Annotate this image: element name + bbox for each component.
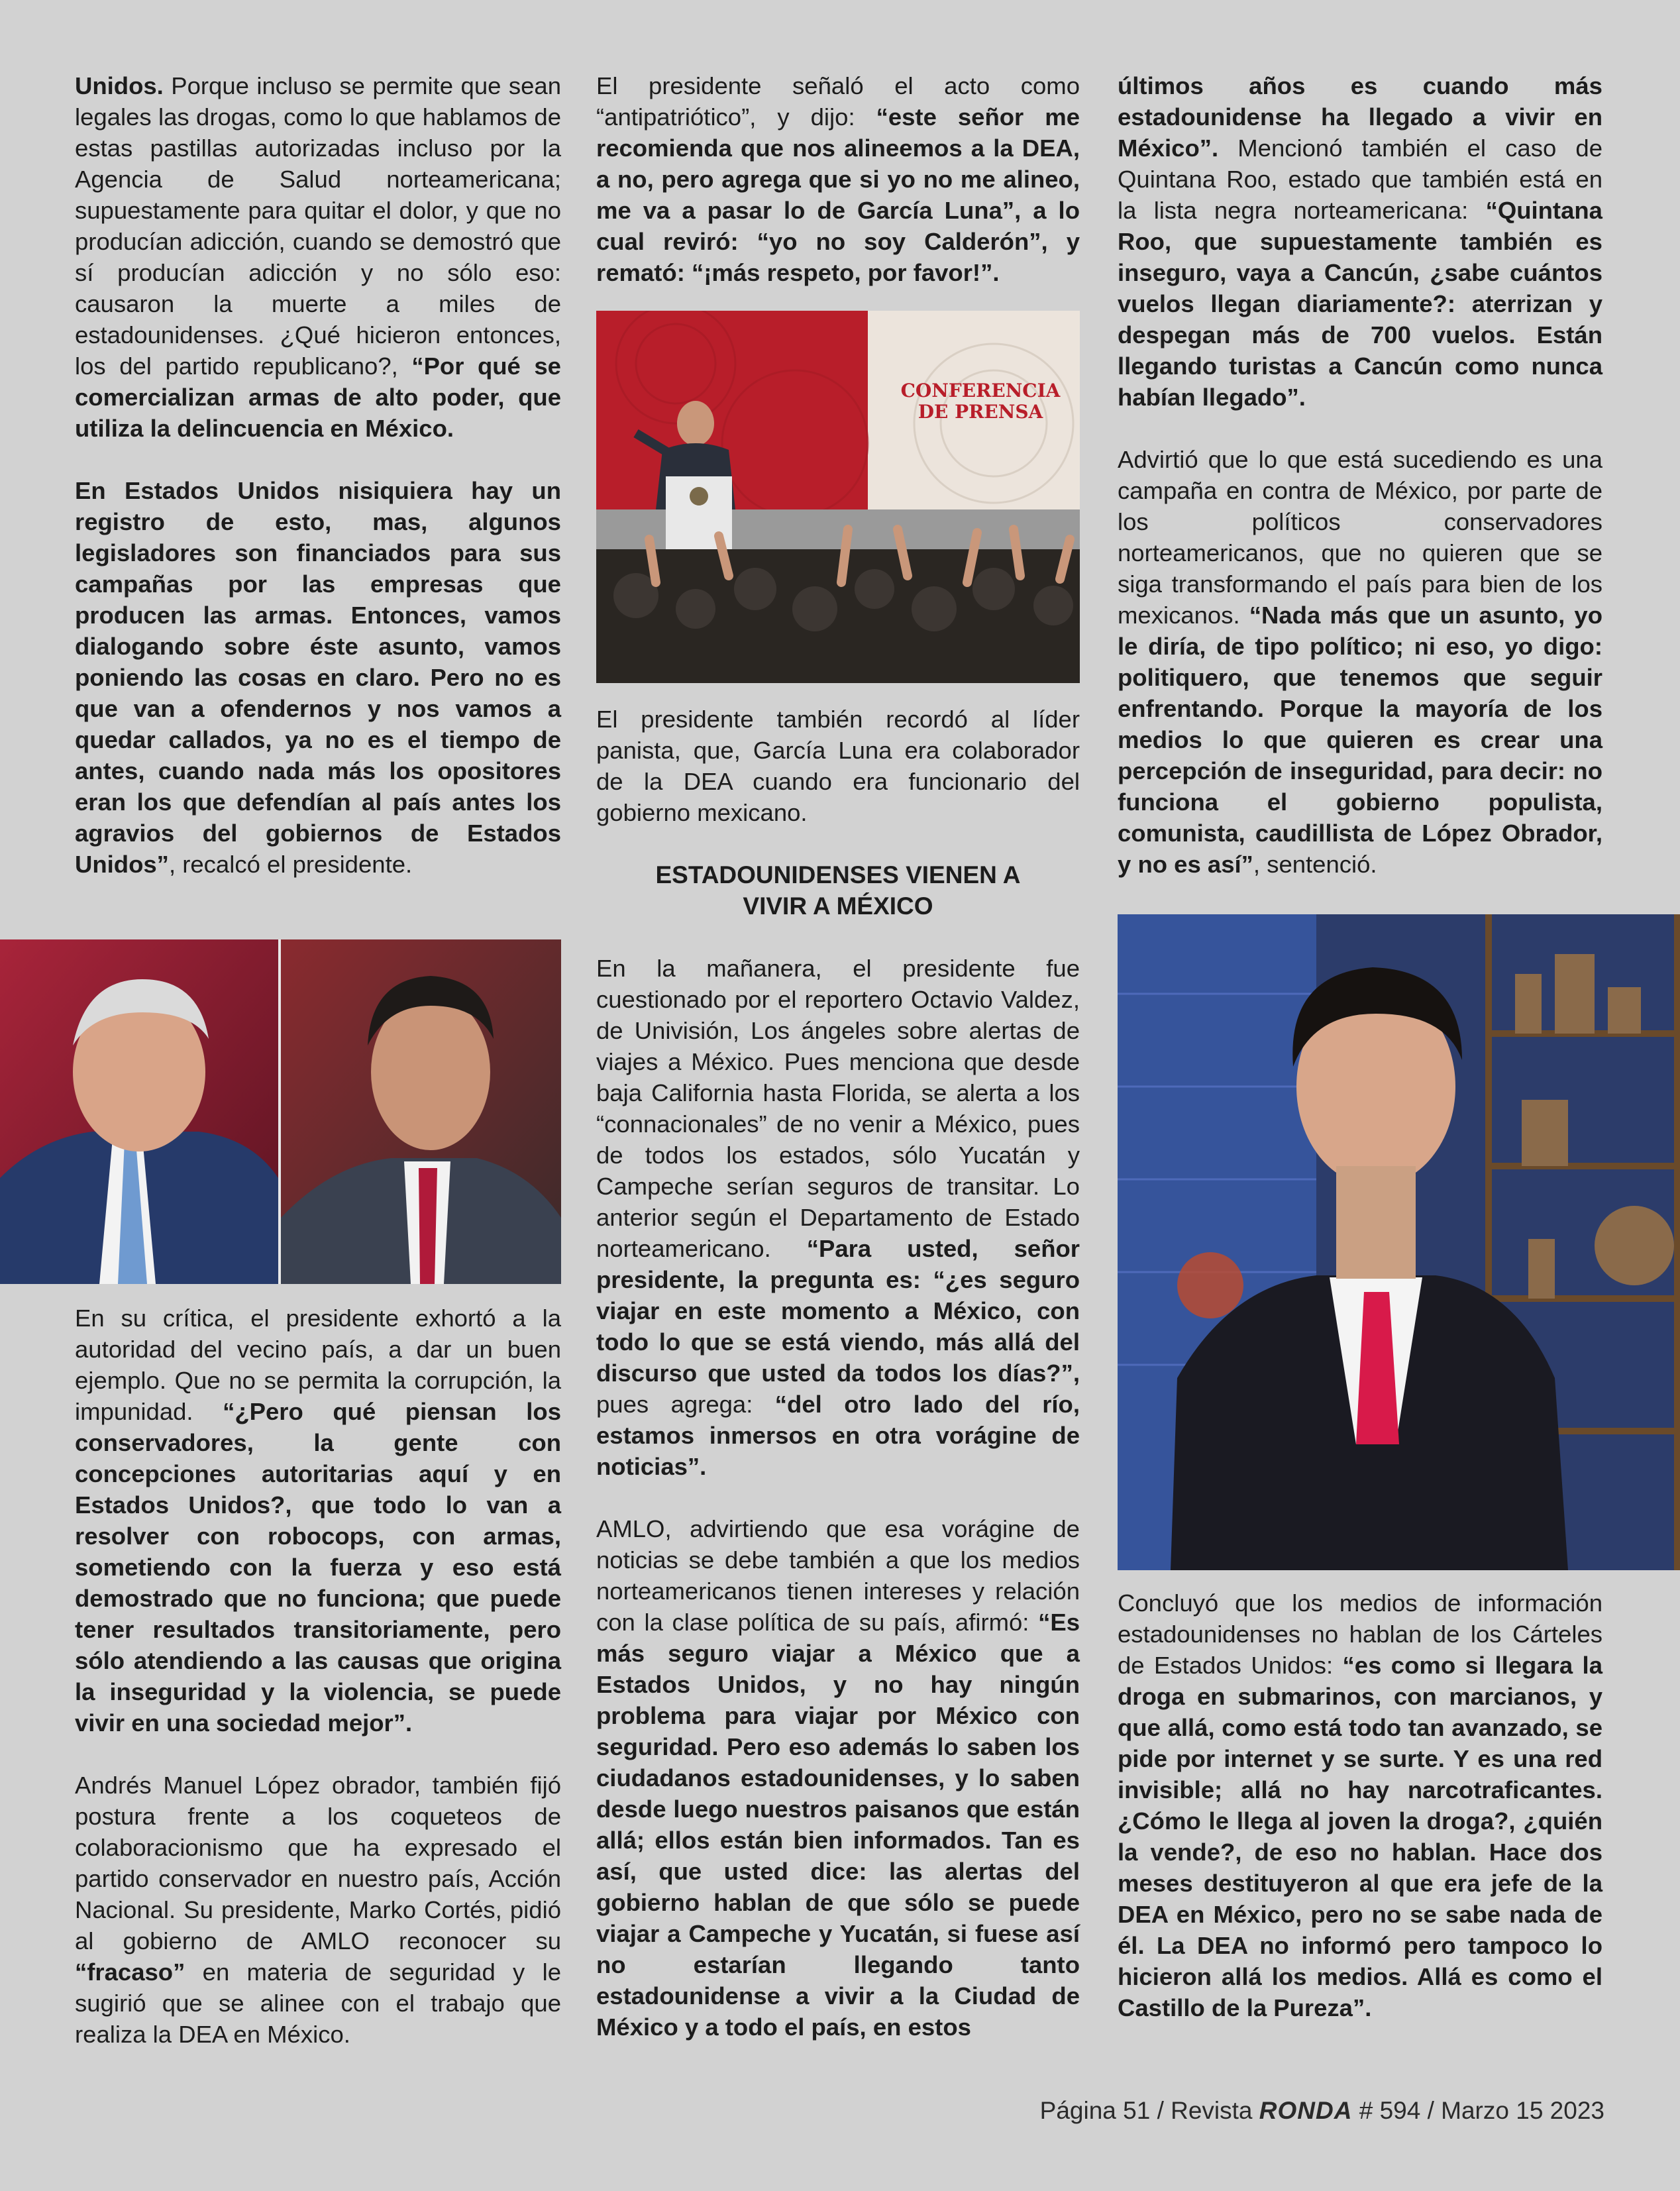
- footer-issue-date: # 594 / Marzo 15 2023: [1352, 2097, 1604, 2124]
- press-conference-photo: [596, 311, 1080, 683]
- press-sign-line-1: CONFERENCIA: [900, 380, 1061, 401]
- paragraph: [1118, 70, 1602, 413]
- body-text: Advirtió que lo que está sucediendo es una campaña en contra de México, por parte de los políticos conservadores norteamericanos, que no quieren que se siga transformando el país para bien de los mexicanos.: [1118, 446, 1602, 629]
- body-text: en materia de seguridad y le sugirió que se alinee con el trabajo que realiza la DEA en México.: [75, 1958, 561, 2048]
- article-column-1-continued: [75, 1303, 561, 2050]
- body-text: El presidente señaló el acto como “antipatriótico”, y dijo:: [596, 72, 1080, 131]
- reporter-portrait-photo: [1118, 914, 1680, 1570]
- paragraph: [75, 70, 561, 444]
- body-text: En su crítica, el presidente exhortó a la autoridad del vecino país, a dar un buen ejemplo. Que no se permita la corrupción, la impunidad.: [75, 1305, 561, 1425]
- article-column-3: [1118, 70, 1602, 880]
- article-column-1: [75, 70, 561, 911]
- body-text: pues agrega:: [596, 1391, 775, 1418]
- quote-text: últimos años es cuando más estadounidense ha llegado a vivir en México”.: [1118, 72, 1602, 162]
- press-sign-line-2: DE PRENSA: [918, 401, 1043, 423]
- body-text: , sentenció.: [1253, 851, 1377, 878]
- article-column-2-continued: [596, 704, 1080, 2043]
- quote-text: “es como si llegara la droga en submarinos, con marcianos, y que allá, como está todo tan avanzado, se pide por internet y se surte. Y es una red invisible; allá no hay narcotraficantes. ¿Cómo le llega al joven la droga?, ¿quién la vende?, de eso no hablan. Hace dos meses destituyeron al que era jefe de la DEA en México, pero no se sabe nada de él. La DEA no informó pero tampoco lo hicieron allá los medios. Allá es como el Castillo de la Pureza”.: [1118, 1652, 1602, 2021]
- paragraph: [596, 704, 1080, 828]
- body-text: Porque incluso se permite que sean legales las drogas, como lo que hablamos de estas pastillas autorizadas incluso por la Agencia de Salud norteamericana; supuestamente para quitar el dolor, y que no producían adicción, cuando se demostró que sí producían adicción y no sólo eso: causaron la muerte a miles de estadounidenses. ¿Qué hicieron entonces, los del partido republicano?,: [75, 72, 561, 380]
- paragraph: [75, 475, 561, 880]
- section-subheading: ESTADOUNIDENSES VIENEN A VIVIR A MÉXICO: [655, 861, 1021, 920]
- quote-text: En Estados Unidos nisiquiera hay un registro de esto, mas, algunos legisladores son financiados para sus campañas por las empresas que producen las armas. Entonces, vamos dialogando sobre éste asunto, vamos poniendo las cosas en claro. Pero no es que van a ofendernos y nos vamos a quedar callados, ya no es el tiempo de antes, cuando nada más los opositores eran los que defendían al país antes los agravios del gobiernos de Estados Unidos”: [75, 477, 561, 878]
- amlo-and-cortes-photo: [0, 939, 561, 1284]
- article-column-3-continued: [1118, 1587, 1602, 2023]
- paragraph: [596, 1513, 1080, 2043]
- paragraph: [75, 1303, 561, 1738]
- ronda-logo: RONDA: [1259, 2097, 1353, 2124]
- paragraph: [1118, 444, 1602, 880]
- quote-text: “del otro lado del río, estamos inmersos en otra vorágine de noticias”.: [596, 1391, 1080, 1480]
- body-text: Mencionó también el caso de Quintana Roo, estado que también está en la lista negra norteamericana:: [1118, 134, 1602, 224]
- body-text: En la mañanera, el presidente fue cuestionado por el reportero Octavio Valdez, de Univisión, Los ángeles sobre alertas de viajes a México. Pues menciona que desde baja California hasta Florida, se alerta a los “connacionales” de no venir a México, pues de todos los estados, sólo Yucatán y Campeche serían seguros de transitar. Lo anterior según el Departamento de Estado norteamericano.: [596, 955, 1080, 1262]
- quote-text: “este señor me recomienda que nos alineemos a la DEA, a no, pero agrega que si yo no me alineo, me va a pasar lo de García Luna”, a lo cual reviró: “yo no soy Calderón”, y remató: “¡más respeto, por favor!”.: [596, 103, 1080, 286]
- quote-text: “¿Pero qué piensan los conservadores, la gente con concepciones autoritarias aquí y en Estados Unidos?, que todo lo van a resolver con robocops, con armas, sometiendo con la fuerza y eso está demostrado que no funciona; que puede tener resultados transitoriamente, pero sólo atendiendo a las causas que origina la inseguridad y la violencia, se puede vivir en una sociedad mejor”.: [75, 1398, 561, 1737]
- body-text: El presidente también recordó al líder panista, que, García Luna era colaborador de la DEA cuando era funcionario del gobierno mexicano.: [596, 706, 1080, 826]
- body-text: , recalcó el presidente.: [168, 851, 413, 878]
- quote-text: “Quintana Roo, que supuestamente también es inseguro, vaya a Cancún, ¿sabe cuántos vuelos llegan diariamente?: aterrizan y despegan más de 700 vuelos. Están llegando turistas a Cancún como nunca habían llegado”.: [1118, 197, 1602, 411]
- paragraph: [1118, 1587, 1602, 2023]
- paragraph: [596, 953, 1080, 1482]
- body-text: Andrés Manuel López obrador, también fijó postura frente a los coqueteos de colaboracionismo que ha expresado el partido conservador en nuestro país, Acción Nacional. Su presidente, Marko Cortés, pidió al gobierno de AMLO reconocer su: [75, 1772, 561, 1954]
- quote-text: “Por qué se comercializan armas de alto poder, que utiliza la delincuencia en México.: [75, 352, 561, 442]
- body-text: Concluyó que los medios de información estadounidenses no hablan de los Cárteles de Estados Unidos:: [1118, 1589, 1602, 1679]
- paragraph: [75, 1770, 561, 2050]
- footer-page-label: Página 51 / Revista: [1039, 2097, 1259, 2124]
- quote-text: “Es más seguro viajar a México que a Estados Unidos, y no hay ningún problema para viajar por México con seguridad. Pero eso además lo saben los ciudadanos estadounidenses, y lo saben desde luego nuestros paisanos que están allá; ellos están bien informados. Tan es así, que usted dice: las alertas del gobierno hablan de que sólo se puede viajar a Campeche y Yucatán, si fuese así no estarían llegando tanto estadounidense a vivir a la Ciudad de México y a todo el país, en estos: [596, 1609, 1080, 2041]
- page-footer: [1040, 2097, 1604, 2125]
- quote-text: “Para usted, señor presidente, la pregunta es: “¿es seguro viajar en este momento a México, con todo lo que se está viendo, más allá del discurso que usted da todos los días?”,: [596, 1235, 1080, 1387]
- paragraph: [596, 70, 1080, 288]
- quote-text: Unidos.: [75, 72, 164, 99]
- quote-text: “fracaso”: [75, 1958, 185, 1986]
- body-text: AMLO, advirtiendo que esa vorágine de noticias se debe también a que los medios norteamericanos tienen intereses y relación con la clase política de su país, afirmó:: [596, 1515, 1080, 1636]
- quote-text: “Nada más que un asunto, yo le diría, de tipo político; ni eso, yo digo: politiquero, que tenemos que seguir enfrentando. Porque la mayoría de los medios lo que quieren es crear una percepción de inseguridad, para decir: no funciona el gobierno populista, comunista, caudillista de López Obrador, y no es así”: [1118, 602, 1602, 878]
- article-column-2: [596, 70, 1080, 319]
